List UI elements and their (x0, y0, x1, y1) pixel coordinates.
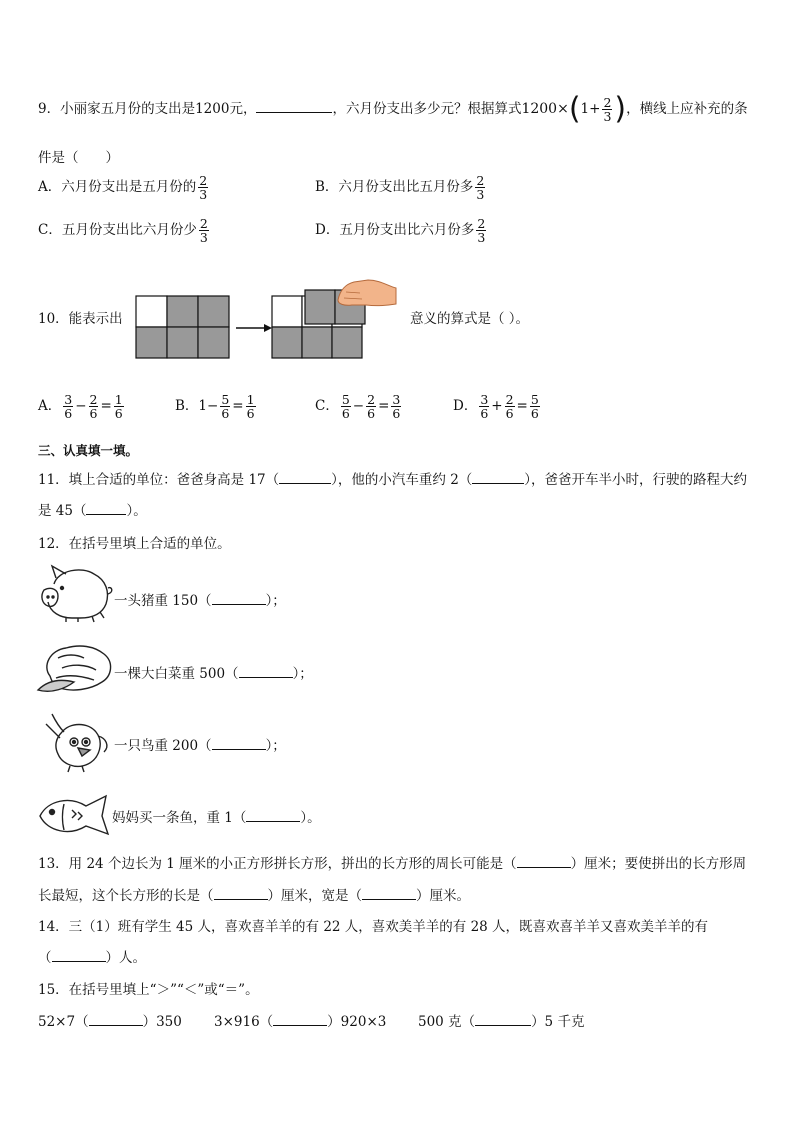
q13-text-a: 13．用 24 个边长为 1 厘米的小正方形拼长方形，拼出的长方形的周长可能是（ (38, 856, 517, 872)
q12-item-cabbage (114, 662, 313, 682)
q9-option-d-fraction: $\frac{2}{3}$ (477, 216, 486, 245)
arrow-icon (236, 324, 272, 332)
q13-text-d: ）厘米，宽是（ (267, 888, 362, 904)
q15-blank-2[interactable] (273, 1012, 327, 1026)
section-3-heading: 三、认真填一填。 (38, 443, 139, 458)
q11-blank-1[interactable] (279, 470, 331, 484)
q10-text-a: 10．能表示出 (38, 311, 123, 327)
q11-blank-2[interactable] (472, 470, 524, 484)
q10-c-eq: = (378, 398, 390, 414)
q10-option-b[interactable] (175, 393, 258, 420)
q10-d-frac1: $\frac{3}{6}$ (480, 392, 489, 421)
q12-pig-post: ）； (265, 593, 286, 609)
q10-text-b: 意义的算式是（ ）。 (410, 311, 530, 327)
q12-blank-cabbage[interactable] (239, 664, 293, 678)
hand-icon (338, 280, 396, 306)
q10-a-frac3: $\frac{1}{6}$ (114, 392, 123, 421)
q15-item-2 (214, 1010, 386, 1030)
q10-a-op: − (75, 398, 87, 414)
q15-item-1-pre: 52×7（ (38, 1014, 89, 1030)
q12-cabbage-text: 一棵大白菜重 500（ (114, 666, 239, 682)
q9-line1 (38, 91, 748, 127)
q10-option-b-label: B． (175, 398, 199, 414)
q9-text-d: ，横线上应补充的条 (626, 101, 748, 117)
q10-c-frac1: $\frac{5}{6}$ (341, 392, 350, 421)
cabbage-icon (36, 640, 116, 698)
q9-option-c-fraction: $\frac{2}{3}$ (199, 216, 208, 245)
q9-right-paren: ) (614, 91, 627, 127)
q15-blank-3[interactable] (475, 1012, 531, 1026)
q12-bird-post: ）； (265, 738, 286, 754)
q11-line2 (38, 499, 147, 519)
q11-text-a: 11．填上合适的单位：爸爸身高是 17（ (38, 472, 280, 488)
q12-pig-text: 一头猪重 150（ (114, 593, 212, 609)
q10-b-eq: = (232, 398, 244, 414)
q15-item-2-pre: 3×916（ (214, 1014, 274, 1030)
q12-fish-post: ）。 (300, 810, 321, 826)
q11-line1 (38, 468, 747, 488)
q9-option-d[interactable] (315, 217, 488, 244)
q12-fish-text: 妈妈买一条鱼，重 1（ (112, 810, 247, 826)
q10-b-frac2: $\frac{1}{6}$ (246, 392, 255, 421)
q9-formula-fraction: $\frac{2}{3}$ (603, 95, 612, 124)
q15-title: 15．在括号里填上“＞”“＜”或“＝”。 (38, 982, 259, 998)
q12-blank-bird[interactable] (212, 736, 266, 750)
q15-blank-1[interactable] (89, 1012, 143, 1026)
q10-b-pre: 1− (198, 398, 219, 414)
q14-line2 (38, 946, 146, 966)
q12-item-fish (112, 806, 321, 826)
q12-cabbage-post: ）； (292, 666, 313, 682)
q10-c-frac2: $\frac{2}{6}$ (367, 392, 376, 421)
q9-text-c: ，六月份支出多少元？根据算式 (332, 101, 522, 117)
q10-c-frac3: $\frac{3}{6}$ (392, 392, 401, 421)
q13-line2 (38, 884, 470, 904)
fish-icon (36, 790, 112, 840)
q13-blank-1[interactable] (517, 854, 571, 868)
grid-before (136, 296, 229, 358)
q9-option-b-text: B．六月份支出比五月份多 (315, 179, 474, 195)
q9-option-c-text: C．五月份支出比六月份少 (38, 222, 197, 238)
pig-icon (38, 562, 114, 624)
q9-option-b[interactable] (315, 174, 487, 201)
q9-left-paren: ( (568, 91, 581, 127)
q10-option-d-label: D． (453, 398, 478, 414)
q11-text-e: ）。 (126, 503, 147, 519)
q15-item-1 (38, 1010, 182, 1030)
q13-blank-3[interactable] (362, 886, 416, 900)
q10-d-eq: = (516, 398, 528, 414)
q11-blank-3[interactable] (86, 501, 126, 515)
q9-option-b-fraction: $\frac{2}{3}$ (476, 173, 485, 202)
q10-option-c[interactable] (315, 393, 403, 420)
bird-icon (40, 710, 112, 774)
q10-a-eq: = (100, 398, 112, 414)
q9-text-a: 9．小丽家五月份的支出是 (38, 101, 196, 117)
q12-item-pig (114, 589, 286, 609)
q11-text-b: ），他的小汽车重约 2（ (331, 472, 473, 488)
q15-item-3-post: ）5 千克 (531, 1014, 585, 1030)
q12-blank-pig[interactable] (212, 591, 266, 605)
q10-option-a-label: A． (38, 398, 62, 414)
q13-text-c: 长最短，这个长方形的长是（ (38, 888, 214, 904)
q14-text-a: （ (38, 950, 52, 966)
q10-a-frac2: $\frac{2}{6}$ (89, 392, 98, 421)
q10-d-op: + (491, 398, 503, 414)
q12-bird-text: 一只鸟重 200（ (114, 738, 212, 754)
q12-title: 12．在括号里填上合适的单位。 (38, 536, 231, 552)
q12-blank-fish[interactable] (246, 808, 300, 822)
q11-text-d: 是 45（ (38, 503, 87, 519)
q9-option-c[interactable] (38, 217, 211, 244)
q9-amount: 1200 (195, 101, 230, 117)
q9-option-a-fraction: $\frac{2}{3}$ (199, 173, 208, 202)
q9-option-a[interactable] (38, 174, 210, 201)
q9-text-b: 元， (229, 101, 257, 117)
q10-a-frac1: $\frac{3}{6}$ (64, 392, 73, 421)
q14-blank[interactable] (52, 948, 106, 962)
q9-option-a-text: A．六月份支出是五月份的 (38, 179, 197, 195)
q15-item-3 (418, 1010, 584, 1030)
q9-formula-one: 1+ (580, 101, 601, 117)
q9-option-d-text: D．五月份支出比六月份多 (315, 222, 475, 238)
q15-item-2-post: ）920×3 (327, 1014, 387, 1030)
q9-line2: 件是（ ） (38, 150, 119, 166)
q11-text-c: ），爸爸开车半小时，行驶的路程大约 (524, 472, 748, 488)
q10-c-op: − (352, 398, 365, 414)
q10-option-d[interactable] (453, 393, 542, 420)
q10-figure (130, 278, 410, 368)
q13-text-e: ）厘米。 (416, 888, 470, 904)
q15-item-1-post: ）350 (142, 1014, 182, 1030)
q10-b-frac1: $\frac{5}{6}$ (221, 392, 230, 421)
q9-formula-base: 1200× (521, 101, 569, 117)
q10-d-frac2: $\frac{2}{6}$ (505, 392, 514, 421)
q15-item-3-pre: 500 克（ (418, 1014, 476, 1030)
q10-d-frac3: $\frac{5}{6}$ (530, 392, 539, 421)
q13-line1 (38, 852, 746, 872)
q12-item-bird (114, 734, 286, 754)
q10-option-c-label: C． (315, 398, 339, 414)
q14-text-b: ）人。 (105, 950, 146, 966)
q13-text-b: ）厘米；要使拼出的长方形周 (570, 856, 747, 872)
q10-option-a[interactable] (38, 393, 126, 420)
q14-line1: 14．三（1）班有学生 45 人，喜欢喜羊羊的有 22 人，喜欢美羊羊的有 28 人，既喜欢喜羊羊又喜欢美羊羊的有 (38, 919, 709, 935)
q13-blank-2[interactable] (214, 886, 268, 900)
q9-answer-blank[interactable] (256, 99, 332, 113)
